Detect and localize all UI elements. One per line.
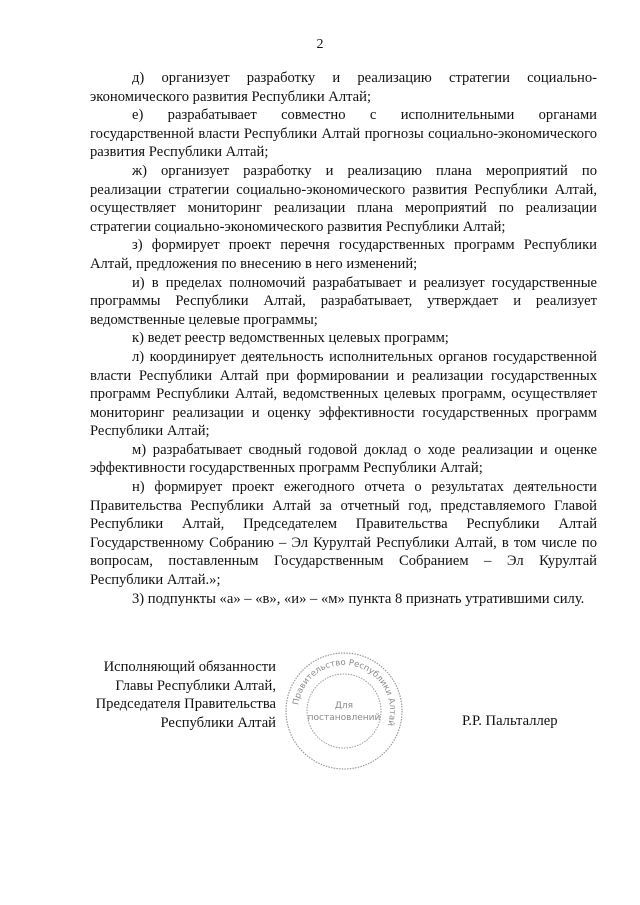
paragraph-zh: ж) организует разработку и реализацию плана мероприятий по реализации стратегии социально-экономического развития Республики Алтай, осуществляет мониторинг реализации плана мероприятий по реализации стратегии социально-экономического развития Республики Алтай; [90,162,597,235]
paragraph-n: н) формирует проект ежегодного отчета о результатах деятельности Правительства Республики Алтай за отчетный год, представляемого Главой Республики Алтай, Председателем Правительства Республики Алтай Государственному Собранию – Эл Курултай Республики Алтай, в том числе по вопросам, поставленным Государственным Собранием – Эл Курултай Республики Алтай.»; [90,479,597,589]
paragraph-d: д) организует разработку и реализацию стратегии социально-экономического развития Республики Алтай; [90,70,597,105]
official-stamp [283,650,405,772]
page-number: 2 [316,37,324,52]
signatory-title-line: Республики Алтай [160,714,276,731]
signatory-name: Р.Р. Пальталлер [462,713,558,729]
stamp-seal [283,650,405,772]
paragraph-k: к) ведет реестр ведомственных целевых программ; [132,330,449,347]
paragraph-i: и) в пределах полномочий разрабатывает и реализует государственные программы Республики Алтай, разрабатывает, утверждает и реализует ведомственные целевые программы; [90,274,597,328]
paragraph-l: л) координирует деятельность исполнительных органов государственной власти Республики Алтай при формировании и реализации государственных программ Республики Алтай, ведомственных целевых программ, осуществляет мониторинг реализации и оценку эффективности государственных программ Республики Алтай; [90,348,597,440]
stamp-center-line2: постановлений [307,713,381,723]
document-body [90,69,597,608]
stamp-center-line1: Для [334,701,354,711]
paragraph-e: е) разрабатывает совместно с исполнительными органами государственной власти Республики Алтай прогнозы социально-экономического развития Республики Алтай; [90,107,597,161]
paragraph-z: з) формирует проект перечня государственных программ Республики Алтай, предложения по внесению в него изменений; [90,237,597,272]
paragraph-3: 3) подпункты «а» – «в», «и» – «м» пункта 8 признать утратившими силу. [132,590,585,607]
signatory-title [80,658,276,732]
signatory-title-line: Главы Республики Алтай, [115,677,276,694]
stamp-inner-ring [307,674,381,748]
signatory-title-line: Исполняющий обязанности [103,659,276,675]
paragraph-m: м) разрабатывает сводный годовой доклад о ходе реализации и оценке эффективности государственных программ Республики Алтай; [90,441,597,477]
signatory-title-line: Председателя Правительства [95,696,276,713]
stamp-ring-text: Правительство Республики Алтай [291,657,398,728]
stamp-outer-ring [286,653,402,769]
